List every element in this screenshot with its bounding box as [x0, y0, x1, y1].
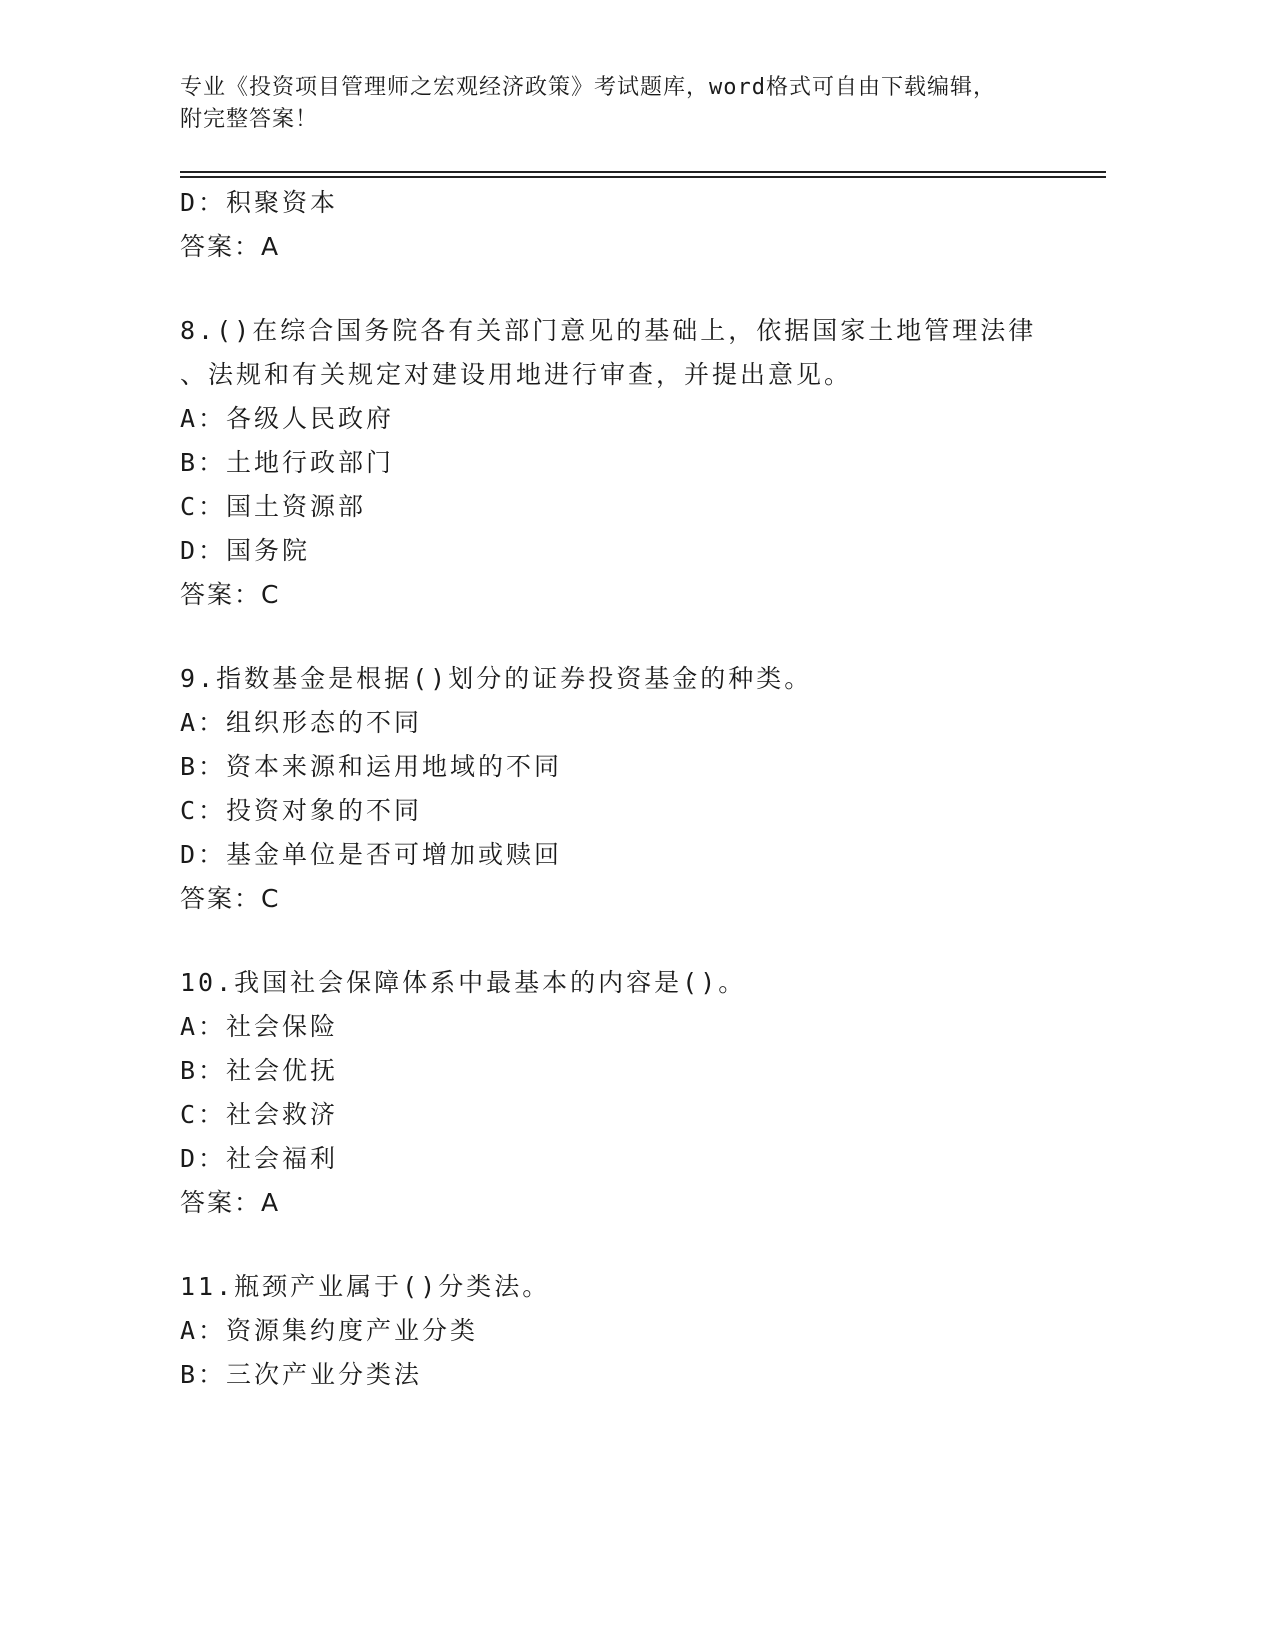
question-block-11: [180, 1265, 1080, 1397]
header-line-1: 专业《投资项目管理师之宏观经济政策》考试题库，word格式可自由下载编辑，: [180, 75, 996, 100]
question-block-10: [180, 961, 1080, 1225]
answer-line: 答案：A: [180, 232, 281, 261]
question-spacer: [180, 1225, 1080, 1265]
option-b: B：社会优抚: [180, 1056, 339, 1085]
question-stem: 9.指数基金是根据()划分的证券投资基金的种类。: [180, 664, 813, 693]
question-list: [180, 181, 1080, 1397]
question-spacer: [180, 921, 1080, 961]
answer-line: 答案：C: [180, 580, 281, 609]
question-stem: 8.()在综合国务院各有关部门意见的基础上，依据国家土地管理法律: [180, 316, 1037, 345]
option-c: C：投资对象的不同: [180, 796, 423, 825]
option-b: B：资本来源和运用地域的不同: [180, 752, 563, 781]
header-line-2: 附完整答案！: [180, 107, 319, 132]
answer-line: 答案：A: [180, 1188, 281, 1217]
question-block-8: [180, 309, 1080, 617]
option-c: C：国土资源部: [180, 492, 367, 521]
option-a: A：社会保险: [180, 1012, 339, 1041]
question-block-9: [180, 657, 1080, 921]
answer-line: 答案：C: [180, 884, 281, 913]
question-block-prev: [180, 181, 1080, 269]
header-divider-top: [180, 171, 1106, 173]
option-b: B：土地行政部门: [180, 448, 395, 477]
option-a: A：各级人民政府: [180, 404, 395, 433]
question-spacer: [180, 617, 1080, 657]
header-divider-bottom: [180, 176, 1106, 178]
option-a: A：组织形态的不同: [180, 708, 423, 737]
option-d: D：社会福利: [180, 1144, 339, 1173]
option-d: D：积聚资本: [180, 188, 339, 217]
option-b: B：三次产业分类法: [180, 1360, 423, 1389]
option-a: A：资源集约度产业分类: [180, 1316, 479, 1345]
question-spacer: [180, 269, 1080, 309]
document-header: [180, 72, 1060, 136]
option-d: D：国务院: [180, 536, 311, 565]
question-stem-continued: 、法规和有关规定对建设用地进行审查，并提出意见。: [180, 360, 853, 389]
question-stem: 10.我国社会保障体系中最基本的内容是()。: [180, 968, 747, 997]
question-stem: 11.瓶颈产业属于()分类法。: [180, 1272, 551, 1301]
option-d: D：基金单位是否可增加或赎回: [180, 840, 563, 869]
option-c: C：社会救济: [180, 1100, 339, 1129]
